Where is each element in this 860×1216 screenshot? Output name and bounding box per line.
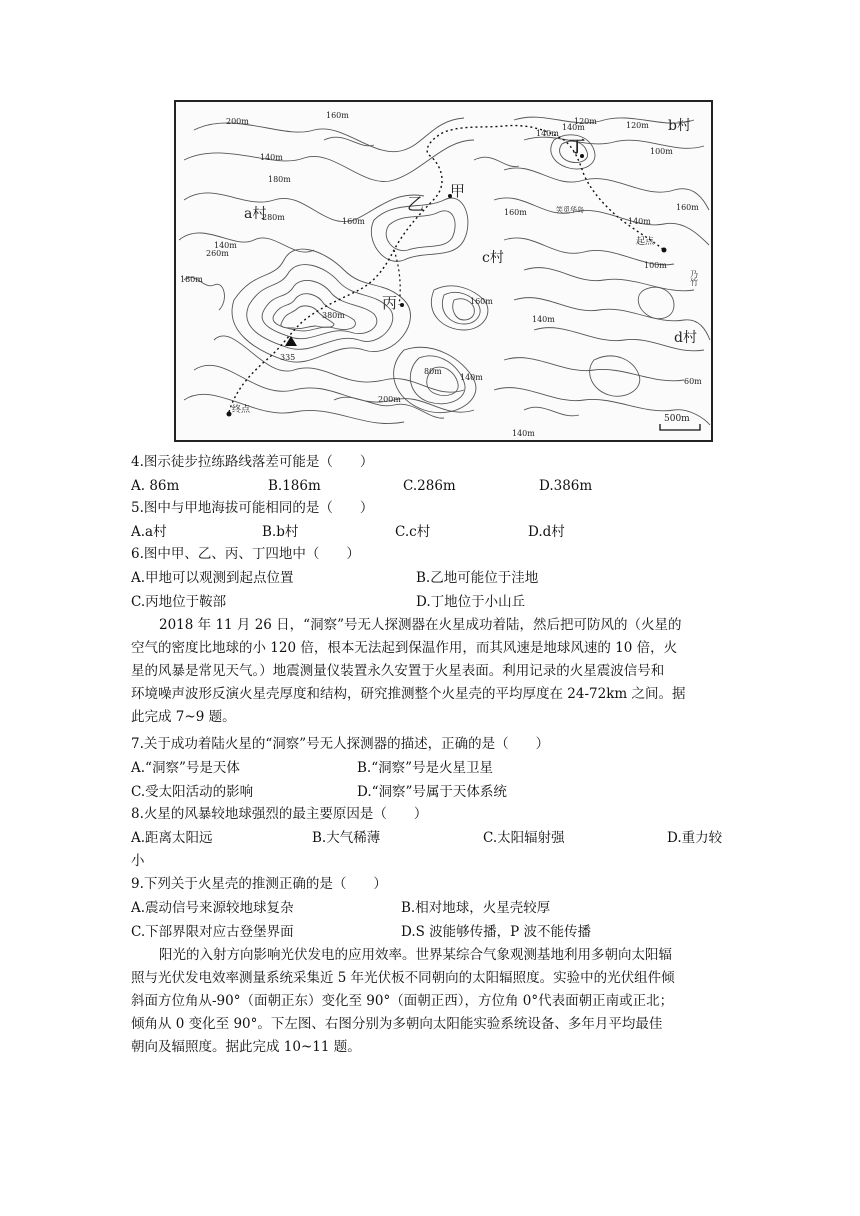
question-5-stem: 5.图中与甲地海拔可能相同的是（ ） [131, 500, 374, 516]
contour-label: 160m [470, 297, 493, 306]
point-jia-label: 甲 [450, 182, 466, 200]
contour-label: 160m [504, 208, 527, 217]
contour-label: 140m [536, 129, 559, 138]
q7-option-d: D.“洞察”号属于天体系统 [357, 784, 507, 800]
side-label: 乃竹 [689, 270, 699, 286]
village-d-label: d村 [674, 330, 697, 346]
q6-option-b: B.乙地可能位于洼地 [416, 570, 539, 586]
q8-option-d: D.重力较 [667, 830, 723, 846]
contour-label: 160m [676, 203, 699, 212]
contour-label: 100m [644, 261, 667, 270]
topographic-map [174, 100, 713, 442]
q7-option-a: A.“洞察”号是天体 [131, 760, 240, 776]
point-bing-label: 丙 [382, 294, 398, 312]
q8-option-b: B.大气稀薄 [312, 830, 381, 846]
start-point-dot-icon [662, 248, 667, 253]
contour-label: 80m [424, 367, 442, 376]
route-end-label: 终点 [232, 405, 251, 415]
passage-line: 朝向及辐照度。据此完成 10~11 题。 [131, 1039, 361, 1055]
passage-mars-insight [131, 614, 731, 729]
q7-option-c: C.受太阳活动的影响 [131, 784, 254, 800]
q4-option-c: C.286m [403, 478, 456, 494]
q4-option-b: B.186m [268, 478, 321, 494]
q4-option-d: D.386m [539, 478, 593, 494]
contour-label: 160m [342, 217, 365, 226]
contour-label: 380m [322, 311, 345, 320]
contour-label: 140m [260, 153, 283, 162]
contour-label: 200m [378, 395, 401, 404]
q9-option-c: C.下部界限对应古登堡界面 [131, 924, 294, 940]
q6-option-c: C.丙地位于鞍部 [131, 594, 227, 610]
q8-option-c: C.太阳辐射强 [483, 830, 565, 846]
q5-option-b: B.b村 [262, 524, 299, 540]
question-7-stem: 7.关于成功着陆火星的“洞察”号无人探测器的描述，正确的是（ ） [131, 736, 550, 752]
contour-label: 180m [268, 175, 291, 184]
question-4-stem: 4.图示徒步拉练路线落差可能是（ ） [131, 454, 374, 470]
contour-label: 280m [262, 213, 285, 222]
passage-line: 倾角从 0 变化至 90°。下左图、右图分别为多朝向太阳能实验系统设备、多年月平均最佳 [131, 1016, 663, 1032]
contour-label: 120m [626, 121, 649, 130]
q6-option-d: D.丁地位于小山丘 [416, 594, 526, 610]
end-point-dot-icon [227, 412, 232, 417]
contour-label: 120m [574, 117, 597, 126]
route-start-label: 起点 [636, 237, 655, 247]
contour-map-svg [174, 100, 713, 442]
passage-line: 环境噪声波形反演火星壳厚度和结构，研究推测整个火星壳的平均厚度在 24-72km 之间。据 [131, 686, 686, 702]
hill-name-label: 笑觅华岛 [556, 206, 584, 214]
q6-option-a: A.甲地可以观测到起点位置 [131, 570, 294, 586]
bing-point-dot-icon [400, 303, 404, 307]
contour-label: 260m [206, 249, 229, 258]
passage-line: 阳光的入射方向影响光伏发电的应用效率。世界某综合气象观测基地利用多朝向太阳辐 [159, 947, 672, 963]
passage-line: 此完成 7~9 题。 [131, 709, 236, 725]
scale-label: 500m [664, 414, 690, 424]
q8-option-d-continued: 小 [131, 853, 145, 869]
contour-label: 140m [628, 217, 651, 226]
contour-label: 140m [460, 373, 483, 382]
passage-line: 斜面方位角从-90°（面朝正东）变化至 90°（面朝正西），方位角 0°代表面朝正南或正北； [131, 993, 674, 1009]
village-c-label: c村 [482, 250, 504, 266]
contour-label: 140m [562, 123, 585, 132]
contour-label: 200m [226, 117, 249, 126]
q5-option-d: D.d村 [528, 524, 565, 540]
q9-option-b: B.相对地球，火星壳较厚 [401, 900, 551, 916]
point-yi-label: 乙 [407, 195, 424, 215]
passage-line: 星的风暴是常见天气。）地震测量仪装置永久安置于火星表面。利用记录的火星震波信号和 [131, 663, 665, 679]
passage-line: 照与光伏发电效率测量系统采集近 5 年光伏板不同朝向的太阳辐照度。实验中的光伏组件倾 [131, 970, 675, 986]
passage-line: 空气的密度比地球的小 120 倍，根本无法起到保温作用，而其风速是地球风速的 10 倍，火 [131, 640, 678, 656]
contour-label: 140m [532, 315, 555, 324]
q4-option-a: A. 86m [131, 478, 180, 494]
contour-label: 335 [280, 353, 296, 362]
passage-solar-pv [131, 944, 731, 1059]
village-a-label: a村 [244, 206, 267, 222]
q8-option-a: A.距离太阳远 [131, 830, 213, 846]
question-8-stem: 8.火星的风暴较地球强烈的最主要原因是（ ） [131, 806, 428, 822]
q9-option-d: D.S 波能够传播，P 波不能传播 [401, 924, 592, 940]
contour-label: 140m [512, 429, 535, 438]
q7-option-b: B.“洞察”号是火星卫星 [357, 760, 494, 776]
question-6-stem: 6.图中甲、乙、丙、丁四地中（ ） [131, 546, 360, 562]
question-9-stem: 9.下列关于火星壳的推测正确的是（ ） [131, 876, 387, 892]
q5-option-a: A.a村 [131, 524, 167, 540]
contour-label: 160m [326, 111, 349, 120]
passage-line: 2018 年 11 月 26 日，“洞察”号无人探测器在火星成功着陆，然后把可防风的（火星的 [159, 617, 682, 633]
village-b-label: b村 [668, 118, 691, 134]
contour-label: 140m [214, 241, 237, 250]
q9-option-a: A.震动信号来源较地球复杂 [131, 900, 294, 916]
contour-label: 60m [684, 377, 702, 386]
contour-label: 180m [180, 275, 203, 284]
q5-option-c: C.c村 [395, 524, 431, 540]
contour-label: 100m [650, 147, 673, 156]
point-ding-label: 丁 [569, 137, 586, 156]
